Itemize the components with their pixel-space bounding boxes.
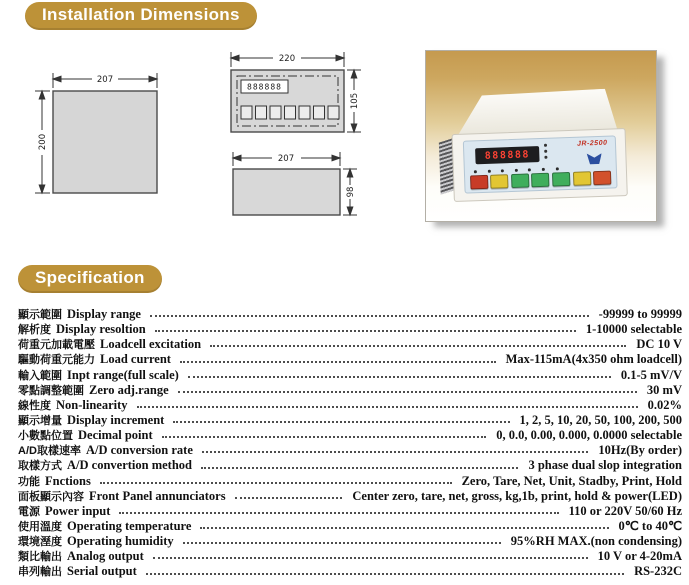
spec-table (18, 306, 682, 579)
device-button (490, 174, 508, 189)
spec-value: 30 mV (646, 382, 682, 397)
spec-label-en: Non-linearity (56, 397, 128, 412)
spec-row (18, 473, 682, 488)
side-view-width-dim: 207 (277, 154, 295, 164)
side-view-height-dim: 98 (346, 186, 356, 198)
spec-label-zh: 串列輸出 (18, 566, 62, 579)
brand-logo-icon (587, 153, 602, 165)
spec-value: 0, 0.0, 0.00, 0.000, 0.0000 selectable (496, 428, 682, 443)
spec-label-en: Operating humidity (67, 534, 174, 549)
spec-dotted-leader (155, 330, 576, 332)
spec-row (18, 503, 682, 518)
spec-dotted-leader (183, 542, 501, 544)
spec-dotted-leader (180, 361, 496, 363)
spec-label-zh: 面板顯示內容 (18, 490, 84, 503)
spec-label-en: Power input (45, 503, 111, 518)
spec-label-zh: 電源 (18, 505, 40, 518)
spec-dotted-leader (188, 376, 611, 378)
spec-label-en: A/D convertion method (67, 458, 192, 473)
spec-value: 95%RH MAX.(non condensing) (510, 534, 682, 549)
spec-dotted-leader (235, 497, 343, 499)
device-front-panel (463, 135, 618, 193)
spec-dotted-leader (202, 451, 588, 453)
spec-dotted-leader (146, 573, 624, 575)
device-button (470, 175, 488, 190)
device-display: 888888 (475, 146, 540, 165)
spec-dotted-leader (178, 391, 637, 393)
spec-dotted-leader (153, 557, 588, 559)
spec-label-en: Loadcell excitation (100, 337, 202, 352)
spec-row (18, 548, 682, 563)
spec-value: 1-10000 selectable (585, 322, 682, 337)
front-view-display-digits: 888888 (247, 82, 282, 92)
front-view-height-dim: 105 (350, 92, 360, 110)
spec-row (18, 412, 682, 427)
spec-row (18, 367, 682, 382)
spec-dotted-leader (119, 512, 558, 514)
spec-value: 10Hz(By order) (598, 443, 682, 458)
spec-label-zh: A/D取樣速率 (18, 445, 81, 458)
panel-cutout-drawing (35, 73, 157, 193)
device-annunciator-leds (544, 144, 548, 159)
spec-value: Center zero, tare, net, gross, kg,1b, print, hold & power(LED) (352, 488, 682, 503)
cutout-width-dim: 207 (96, 75, 114, 85)
front-view-drawing (231, 52, 361, 132)
spec-label-en: Operating temperature (67, 518, 192, 533)
device-button (531, 173, 549, 188)
spec-row (18, 397, 682, 412)
spec-label-en: Serial output (67, 564, 137, 579)
spec-row (18, 427, 682, 442)
spec-label-zh: 顯示範圍 (18, 309, 62, 321)
spec-dotted-leader (210, 345, 626, 347)
spec-dotted-leader (201, 467, 518, 469)
cutout-height-dim: 200 (38, 133, 48, 151)
spec-value: 3 phase dual slop integration (528, 458, 682, 473)
spec-label-en: A/D conversion rate (85, 443, 193, 458)
spec-dotted-leader (100, 482, 452, 484)
device-model-label: JR-2500 (576, 139, 608, 148)
spec-label-zh: 線性度 (18, 399, 51, 412)
spec-row (18, 442, 682, 457)
spec-row (18, 306, 682, 321)
spec-value: 0.1-5 mV/V (620, 367, 682, 382)
spec-value: 1, 2, 5, 10, 20, 50, 100, 200, 500 (519, 412, 682, 427)
spec-dotted-leader (150, 315, 589, 317)
spec-label-zh: 荷重元加載電壓 (18, 339, 95, 352)
spec-row (18, 518, 682, 533)
spec-label-zh: 取樣方式 (18, 460, 62, 473)
spec-label-en: Decimal point (78, 428, 153, 443)
spec-value: RS-232C (634, 564, 682, 579)
spec-row (18, 351, 682, 366)
spec-dotted-leader (200, 527, 608, 529)
spec-label-en: Front Panel annunciators (89, 488, 226, 503)
spec-value: DC 10 V (636, 337, 682, 352)
spec-label-en: Display increment (67, 412, 165, 427)
spec-value: 110 or 220V 50/60 Hz (568, 503, 682, 518)
spec-label-en: Inpt range(full scale) (67, 367, 179, 382)
spec-label-zh: 輸入範圍 (18, 369, 62, 382)
spec-value: 10 V or 4-20mA (597, 549, 682, 564)
spec-label-zh: 功能 (18, 475, 40, 488)
spec-row (18, 533, 682, 548)
side-view-drawing (233, 152, 357, 215)
spec-label-zh: 環境溼度 (18, 536, 62, 549)
device-button (552, 172, 570, 187)
device-button (593, 170, 611, 185)
device-button (511, 173, 529, 188)
installation-dimensions-heading (25, 2, 257, 30)
spec-row (18, 382, 682, 397)
spec-label-en: Display range (67, 307, 141, 321)
spec-dotted-leader (137, 406, 638, 408)
front-view-width-dim: 220 (278, 54, 296, 64)
installation-dimensions-title: Installation Dimensions (42, 5, 240, 24)
specification-title: Specification (35, 268, 145, 287)
spec-row (18, 321, 682, 336)
spec-dotted-leader (173, 421, 509, 423)
product-photo (425, 50, 657, 222)
device-button (573, 171, 591, 186)
front-view-buttons (241, 106, 339, 119)
spec-value: 0℃ to 40℃ (618, 518, 682, 533)
spec-label-en: Load current (100, 352, 171, 367)
spec-row (18, 457, 682, 472)
device-button-row (470, 170, 612, 189)
spec-value: -99999 to 99999 (598, 307, 682, 321)
spec-label-zh: 零點調整範圍 (18, 384, 84, 397)
spec-label-zh: 解析度 (18, 324, 51, 337)
spec-row (18, 336, 682, 351)
spec-dotted-leader (162, 436, 487, 438)
spec-value: 0.02% (647, 397, 682, 412)
spec-label-en: Fnctions (45, 473, 91, 488)
specification-heading (18, 265, 162, 293)
device (450, 86, 630, 204)
spec-label-en: Zero adj.range (89, 382, 169, 397)
spec-label-en: Analog output (67, 549, 144, 564)
dimension-drawings (20, 45, 400, 245)
spec-row (18, 563, 682, 578)
spec-label-en: Display resoltion (56, 322, 146, 337)
spec-value: Max-115mA(4x350 ohm loadcell) (505, 352, 682, 367)
device-front-face (452, 128, 628, 202)
spec-label-zh: 類比輸出 (18, 551, 62, 564)
spec-value: Zero, Tare, Net, Unit, Stadby, Print, Hold (461, 473, 682, 488)
spec-label-zh: 顯示增量 (18, 414, 62, 427)
spec-label-zh: 小數點位置 (18, 430, 73, 443)
spec-label-zh: 使用溫度 (18, 520, 62, 533)
spec-row (18, 488, 682, 503)
spec-label-zh: 驅動荷重元能力 (18, 354, 95, 367)
